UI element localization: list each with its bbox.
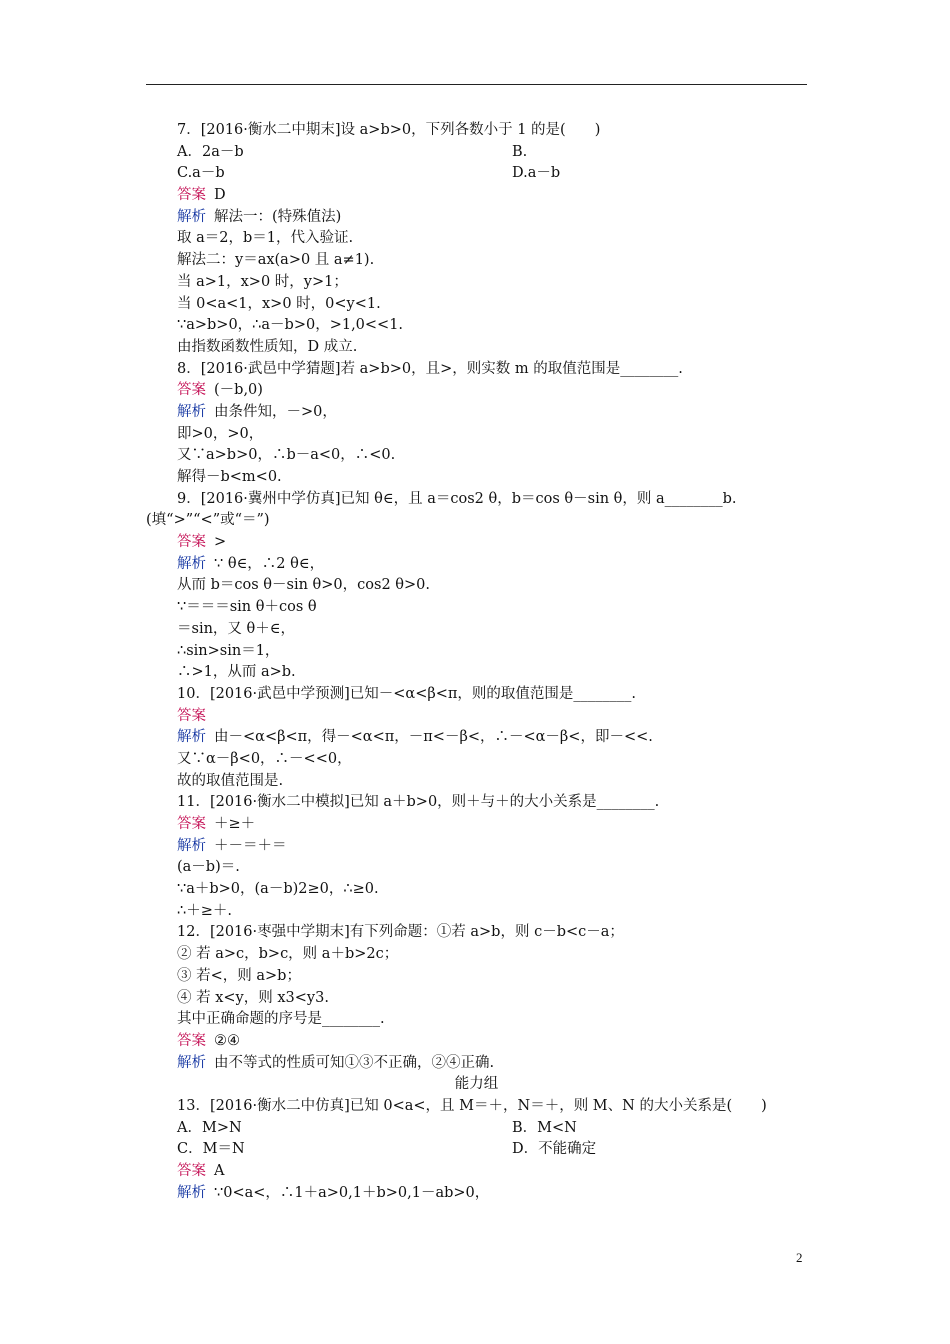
q12-stem: 12．[2016·枣强中学期末]有下列命题：①若 a>b，则 c－b<c－a； xyxy=(177,924,624,941)
q12-item: 其中正确命题的序号是________. xyxy=(177,1011,385,1028)
analysis-line: 由指数函数性质知，D 成立. xyxy=(177,338,358,355)
answer-value: ＋≥＋ xyxy=(214,816,256,832)
q8-analysis xyxy=(146,402,807,424)
answer-label: 答案 xyxy=(177,187,206,204)
document-body xyxy=(146,120,807,1204)
q12-item: ③ 若<，则 a>b； xyxy=(177,967,301,984)
section-title: 能力组 xyxy=(454,1076,499,1093)
answer-label: 答案 xyxy=(177,382,206,399)
analysis-line: 从而 b＝cos θ－sin θ>0，cos2 θ>0. xyxy=(177,577,430,594)
q12-analysis xyxy=(146,1053,807,1075)
answer-label: 答案 xyxy=(177,816,206,832)
q13-stem: 13．[2016·衡水二中仿真]已知 0<a<，且 M＝＋，N＝＋，则 M、N 的大小关系是( ) xyxy=(177,1097,767,1114)
q11-stem: 11．[2016·衡水二中模拟]已知 a＋b>0，则＋与＋的大小关系是________. xyxy=(177,794,660,811)
q13-option-c: C．M＝N xyxy=(177,1141,245,1158)
analysis-label: 解析 xyxy=(177,403,206,420)
q10-analysis xyxy=(146,727,807,749)
analysis-line: 由不等式的性质可知①③不正确，②④正确. xyxy=(214,1054,495,1071)
q9-stem: 9．[2016·冀州中学仿真]已知 θ∈，且 a＝cos2 θ，b＝cos θ－sin θ，则 a________b. xyxy=(177,490,737,507)
analysis-label: 解析 xyxy=(177,1184,206,1201)
q13-option-b: B．M<N xyxy=(512,1119,577,1136)
analysis-line: ∵0<a<，∴1＋a>0,1＋b>0,1－ab>0， xyxy=(214,1184,490,1201)
answer-label: 答案 xyxy=(177,534,206,551)
q13-analysis xyxy=(146,1183,807,1205)
analysis-line: ＋－＝＋＝ xyxy=(214,837,287,854)
answer-label: 答案 xyxy=(177,707,206,724)
analysis-line: ∴>1，从而 a>b. xyxy=(177,664,296,681)
analysis-label: 解析 xyxy=(177,729,206,746)
answer-label: 答案 xyxy=(177,1163,206,1179)
q13-answer xyxy=(146,1161,807,1183)
q9-stem-continued: (填“>”“<”或“＝”) xyxy=(146,512,270,529)
analysis-line: 由－<α<β<π，得－<α<π，－π<－β<，∴－<α－β<，即－<<. xyxy=(214,729,653,746)
q7-options-ab xyxy=(146,142,807,164)
analysis-label: 解析 xyxy=(177,208,206,225)
answer-value: D xyxy=(214,187,226,204)
q7-option-d: D.a－b xyxy=(512,165,561,182)
analysis-line: ∴＋≥＋. xyxy=(177,902,232,919)
q8-answer xyxy=(146,380,807,402)
q7-stem: 7．[2016·衡水二中期末]设 a>b>0，下列各数小于 1 的是( ) xyxy=(177,122,601,138)
analysis-line: (a－b)＝. xyxy=(177,859,240,876)
analysis-line: ∴sin>sin＝1， xyxy=(177,642,280,659)
analysis-line: 取 a＝2，b＝1，代入验证. xyxy=(177,230,354,247)
q7-option-b: B. xyxy=(512,143,528,160)
analysis-line: 又∵α－β<0，∴－<<0， xyxy=(177,750,352,767)
analysis-line: ＝sin，又 θ＋∈， xyxy=(177,620,295,637)
analysis-line: 故的取值范围是. xyxy=(177,772,284,789)
answer-value: (－b,0) xyxy=(214,382,263,399)
analysis-line: 即>0，>0， xyxy=(177,425,264,442)
q9-answer xyxy=(146,532,807,554)
q13-options-cd xyxy=(146,1139,807,1161)
header-rule xyxy=(146,84,807,85)
analysis-line: 当 a>1，x>0 时，y>1； xyxy=(177,273,348,290)
analysis-line: 又∵a>b>0，∴b－a<0，∴<0. xyxy=(177,447,396,464)
q12-item: ④ 若 x<y，则 x3<y3. xyxy=(177,989,329,1006)
q13-options-ab xyxy=(146,1118,807,1140)
answer-label: 答案 xyxy=(177,1032,206,1049)
q12-item: ② 若 a>c，b>c，则 a＋b>2c； xyxy=(177,946,399,963)
q10-stem: 10．[2016·武邑中学预测]已知－<α<β<π，则的取值范围是________. xyxy=(177,685,637,702)
q11-answer xyxy=(146,814,807,836)
answer-value: ②④ xyxy=(214,1032,240,1049)
answer-value: > xyxy=(214,534,227,551)
q11-analysis xyxy=(146,836,807,858)
analysis-label: 解析 xyxy=(177,555,206,572)
analysis-line: ∵a>b>0，∴a－b>0，>1,0<<1. xyxy=(177,317,404,334)
analysis-line: 解得－b<m<0. xyxy=(177,469,282,485)
analysis-line: 解法一：(特殊值法) xyxy=(214,208,342,225)
q7-option-a: A．2a－b xyxy=(177,143,244,160)
q7-analysis xyxy=(146,207,807,229)
analysis-label: 解析 xyxy=(177,1054,206,1071)
q13-option-d: D．不能确定 xyxy=(512,1141,597,1158)
analysis-label: 解析 xyxy=(177,837,206,854)
answer-value: A xyxy=(214,1163,225,1179)
page-number: 2 xyxy=(796,1250,803,1265)
analysis-line: 解法二：y＝ax(a>0 且 a≠1). xyxy=(177,252,375,269)
q9-analysis xyxy=(146,554,807,576)
q12-answer xyxy=(146,1031,807,1053)
q8-stem: 8．[2016·武邑中学猜题]若 a>b>0，且>，则实数 m 的取值范围是________. xyxy=(177,360,683,377)
q7-answer xyxy=(146,185,807,207)
analysis-line: ∵a＋b>0，(a－b)2≥0，∴≥0. xyxy=(177,881,379,898)
analysis-line: 当 0<a<1，x>0 时，0<y<1. xyxy=(177,295,381,312)
analysis-line: ∵ θ∈，∴2 θ∈， xyxy=(214,555,325,572)
q7-option-c: C.a－b xyxy=(177,165,225,182)
q10-answer xyxy=(146,706,807,728)
analysis-line: 由条件知，－>0， xyxy=(214,403,337,420)
q13-option-a: A．M>N xyxy=(177,1119,242,1136)
analysis-line: ∵＝＝＝sin θ＋cos θ xyxy=(177,599,317,616)
q7-options-cd xyxy=(146,163,807,185)
